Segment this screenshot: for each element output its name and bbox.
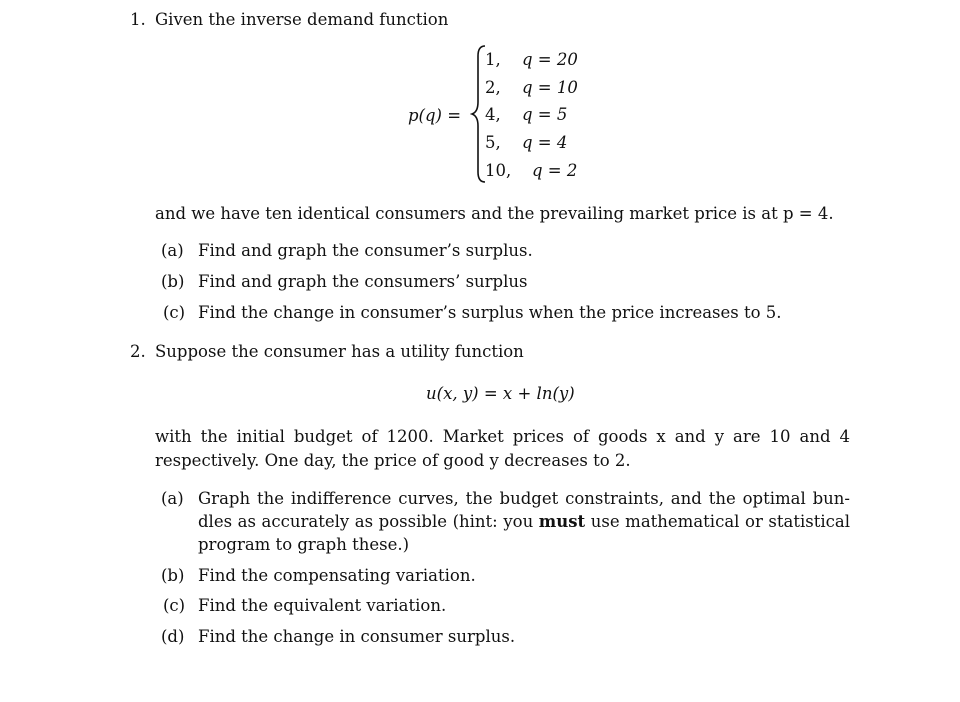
q1-part-b-text: Find and graph the consumers’ surplus bbox=[198, 272, 528, 291]
q2-part-d-text: Find the change in consumer surplus. bbox=[198, 627, 516, 646]
q2-part-c-text: Find the equivalent variation. bbox=[198, 596, 447, 615]
q2-part-a-line3: program to graph these.) bbox=[198, 535, 410, 554]
case-price: 2, bbox=[485, 78, 501, 97]
demand-function-lhs: p(q) = bbox=[408, 106, 462, 125]
q1-part-a-text: Find and graph the consumer’s surplus. bbox=[198, 241, 533, 260]
case-condition: q = 20 bbox=[522, 50, 578, 69]
q2-part-b-text: Find the compensating variation. bbox=[198, 566, 476, 585]
case-condition: q = 5 bbox=[522, 105, 568, 124]
case-condition: q = 10 bbox=[522, 78, 578, 97]
q1-part-b-label: (b) bbox=[161, 272, 185, 291]
q2-part-a-label: (a) bbox=[161, 489, 184, 508]
q2-budget-line2: respectively. One day, the price of good y decreases to 2. bbox=[155, 451, 631, 470]
q2-part-b-label: (b) bbox=[161, 566, 185, 585]
q2-budget-line1: with the initial budget of 1200. Market prices of goods x and y are 10 and 4 bbox=[155, 427, 850, 446]
case-condition: q = 4 bbox=[522, 133, 568, 152]
case-price: 5, bbox=[485, 133, 501, 152]
q2-number: 2. bbox=[130, 342, 146, 361]
q2-intro: Suppose the consumer has a utility function bbox=[155, 342, 524, 361]
q1-number: 1. bbox=[130, 10, 146, 29]
q2-part-a-line1: Graph the indifference curves, the budget constraints, and the optimal bun- bbox=[198, 489, 850, 508]
q2-part-a-line2: dles as accurately as possible (hint: you must use mathematical or statistical bbox=[198, 512, 850, 531]
q1-conditions-text: and we have ten identical consumers and the prevailing market price is at p = 4. bbox=[155, 204, 834, 223]
q1-intro: Given the inverse demand function bbox=[155, 10, 449, 29]
q1-part-c-label: (c) bbox=[163, 303, 186, 322]
case-price: 4, bbox=[485, 105, 501, 124]
q1-part-a-label: (a) bbox=[161, 241, 184, 260]
q2-part-c-label: (c) bbox=[163, 596, 186, 615]
q1-part-c-text: Find the change in consumer’s surplus when the price increases to 5. bbox=[198, 303, 782, 322]
utility-equation: u(x, y) = x + ln(y) bbox=[426, 384, 575, 403]
case-price: 1, bbox=[485, 50, 501, 69]
case-price: 10, bbox=[485, 161, 512, 180]
case-condition: q = 2 bbox=[532, 161, 578, 180]
q2-part-d-label: (d) bbox=[161, 627, 185, 646]
